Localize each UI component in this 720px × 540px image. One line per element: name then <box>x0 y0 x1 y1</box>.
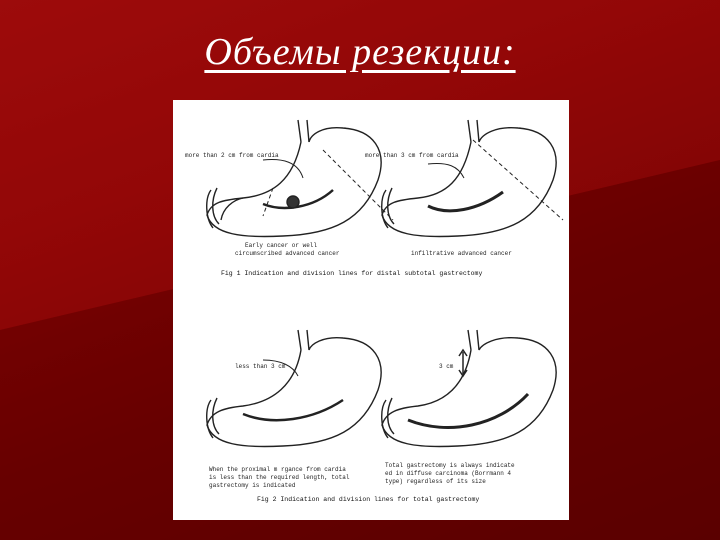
note-panel-c-line3: gastrectomy is indicated <box>209 482 296 489</box>
note-panel-c-line1: When the proximal m rgance from cardia <box>209 466 346 473</box>
caption-fig2: Fig 2 Indication and division lines for total gastrectomy <box>257 496 480 503</box>
label-panel-a-distance: more than 2 cm from cardia <box>185 152 279 159</box>
stomach-panel-a <box>207 120 393 237</box>
note-panel-b: infiltrative advanced cancer <box>411 250 512 257</box>
label-panel-b-distance: more than 3 cm from cardia <box>365 152 459 159</box>
note-panel-d-line1: Total gastrectomy is always indicate <box>385 462 515 469</box>
note-panel-c-line2: is less than the required length, total <box>209 474 350 481</box>
label-panel-c-distance: less than 3 cm <box>235 363 286 370</box>
note-panel-a-line2: circumscribed advanced cancer <box>235 250 340 257</box>
gastrectomy-figure <box>173 100 569 520</box>
slide-title: Объемы резекции: <box>204 31 516 73</box>
note-panel-a-line1: Early cancer or well <box>245 242 318 249</box>
stomach-diagrams <box>173 100 569 520</box>
note-panel-d-line2: ed in diffuse carcinoma (Borrmann 4 <box>385 470 512 477</box>
stomach-panel-c <box>207 330 381 447</box>
note-panel-d-line3: type) regardless of its size <box>385 478 486 485</box>
stomach-panel-b <box>382 120 563 237</box>
caption-fig1: Fig 1 Indication and division lines for distal subtotal gastrectomy <box>221 270 483 277</box>
label-panel-d-distance: 3 cm <box>439 363 454 370</box>
stomach-panel-d <box>382 330 556 447</box>
